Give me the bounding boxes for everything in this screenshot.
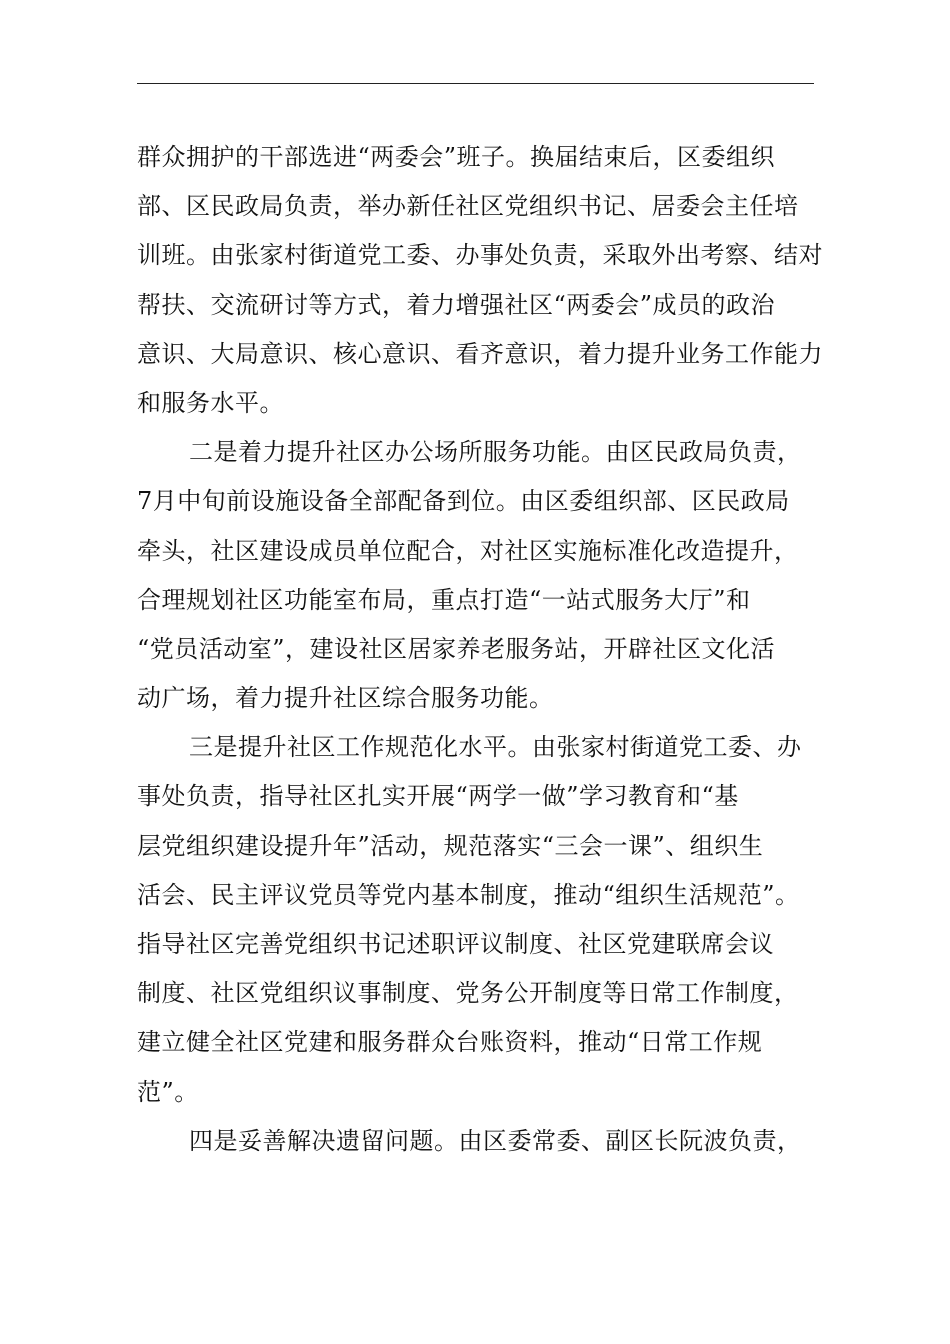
text-line: 合理规划社区功能室布局，重点打造“一站式服务大厅”和: [137, 585, 751, 614]
text-line: 牵头，社区建设成员单位配合，对社区实施标准化改造提升，: [137, 536, 799, 565]
document-body: [137, 133, 823, 1166]
text-line: 意识、大局意识、核心意识、看齐意识，着力提升业务工作能力: [137, 339, 823, 368]
header-divider: [137, 83, 814, 84]
text-line: 帮扶、交流研讨等方式，着力增强社区“两委会”成员的政治: [137, 290, 776, 319]
text-line: 动广场，着力提升社区综合服务功能。: [137, 684, 554, 713]
text-line: 范”。: [137, 1077, 199, 1106]
paragraph-start-line: 三是提升社区工作规范化水平。由张家村街道党工委、办: [189, 733, 802, 762]
text-line: 建立健全社区党建和服务群众台账资料，推动“日常工作规: [137, 1028, 763, 1057]
paragraph-start-line: 二是着力提升社区办公场所服务功能。由区民政局负责，: [189, 438, 802, 467]
text-line: 部、区民政局负责，举办新任社区党组织书记、居委会主任培: [137, 192, 799, 221]
text-line: 7月中旬前设施设备全部配备到位。由区委组织部、区民政局: [137, 487, 790, 516]
text-line: 活会、民主评议党员等党内基本制度，推动“组织生活规范”。: [137, 880, 800, 909]
text-line: 事处负责，指导社区扎实开展“两学一做”学习教育和“基: [137, 782, 739, 811]
paragraph-start-line: 四是妥善解决遗留问题。由区委常委、副区长阮波负责，: [189, 1126, 802, 1155]
text-line: 制度、社区党组织议事制度、党务公开制度等日常工作制度，: [137, 979, 799, 1008]
text-line: 和服务水平。: [137, 388, 284, 417]
text-line: 层党组织建设提升年”活动，规范落实“三会一课”、组织生: [137, 831, 764, 860]
text-line: 训班。由张家村街道党工委、办事处负责，采取外出考察、结对: [137, 241, 823, 270]
text-line: “党员活动室”，建设社区居家养老服务站，开辟社区文化活: [137, 634, 776, 663]
text-line: 指导社区完善党组织书记述职评议制度、社区党建联席会议: [137, 930, 774, 958]
text-line: 群众拥护的干部选进“两委会”班子。换届结束后，区委组织: [137, 143, 776, 171]
